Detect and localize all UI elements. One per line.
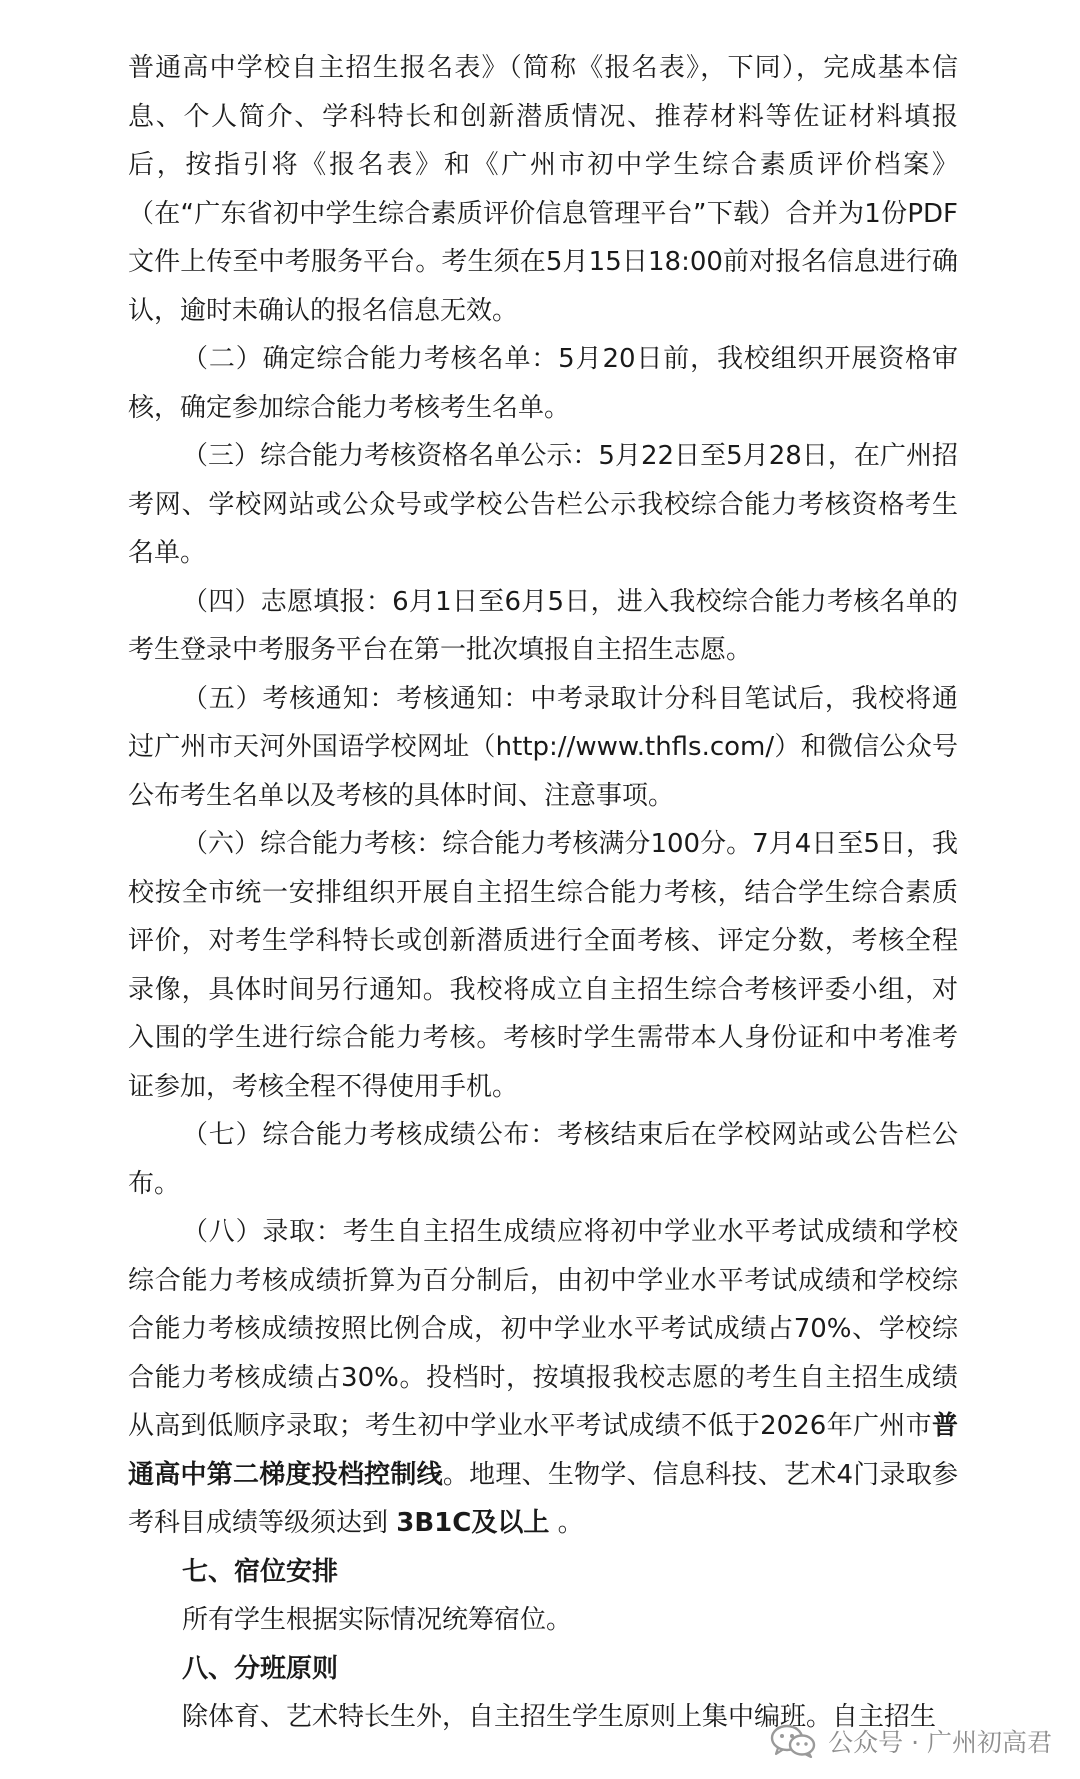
admission-text-2: 。地理、生物学、信息科技、艺术4门录取参考科目成绩等级须达到 <box>128 1459 958 1538</box>
account-watermark <box>770 1723 1052 1759</box>
admission-text-3: 。 <box>549 1508 584 1538</box>
admission-bold-control-line: 普通高中第二梯度投档控制线 <box>128 1411 958 1490</box>
paragraph-list-publicity: （三）综合能力考核资格名单公示：5月22日至5月28日，在广州招考网、学校网站或公众号或学校公告栏公示我校综合能力考核资格考生名单。 <box>128 441 958 568</box>
admission-text-1: （八）录取：考生自主招生成绩应将初中学业水平考试成绩和学校综合能力考核成绩折算为百分制后，由初中学业水平考试成绩和学校综合能力考核成绩按照比例合成，初中学业水平考试成绩占70%、学校综合能力考核成绩占30%。投档时，按填报我校志愿的考生自主招生成绩从高到低顺序录取；考生初中学业水平考试成绩不低于2026年广州市 <box>128 1217 958 1441</box>
paragraph-application-filling: （四）志愿填报：6月1日至6月5日，进入我校综合能力考核名单的考生登录中考服务平台在第一批次填报自主招生志愿。 <box>128 586 958 665</box>
section-text-dormitory: 所有学生根据实际情况统筹宿位。 <box>182 1605 573 1635</box>
section-text-class-division: 除体育、艺术特长生外，自主招生学生原则上集中编班。自主招生 <box>182 1702 937 1732</box>
paragraph-registration: 普通高中学校自主招生报名表》（简称《报名表》，下同），完成基本信息、个人简介、学科特长和创新潜质情况、推荐材料等佐证材料填报后，按指引将《报名表》和《广州市初中学生综合素质评价档案》（在“广东省初中学生综合素质评价信息管理平台”下载）合并为1份PDF文件上传至中考服务平台。考生须在5月15日18:00前对报名信息进行确认，逾时未确认的报名信息无效。 <box>128 53 958 326</box>
paragraph-score-publish: （七）综合能力考核成绩公布：考核结束后在学校网站或公告栏公布。 <box>128 1120 958 1199</box>
paragraph-confirm-list: （二）确定综合能力考核名单：5月20日前，我校组织开展资格审核，确定参加综合能力考核考生名单。 <box>128 344 958 423</box>
admission-bold-grade: 3B1C及以上 <box>396 1508 550 1538</box>
paragraph-admission <box>128 1208 958 1548</box>
paragraph-ability-exam: （六）综合能力考核：综合能力考核满分100分。7月4日至5日，我校按全市统一安排组织开展自主招生综合能力考核，结合学生综合素质评价，对考生学科特长或创新潜质进行全面考核、评定分数，考核全程录像，具体时间另行通知。我校将成立自主招生综合考核评委小组，对入围的学生进行综合能力考核。考核时学生需带本人身份证和中考准考证参加，考核全程不得使用手机。 <box>128 829 958 1102</box>
paragraph-exam-notice: （五）考核通知：考核通知：中考录取计分科目笔试后，我校将通过广州市天河外国语学校网址（http://www.thfls.com/）和微信公众号公布考生名单以及考核的具体时间、注意事项。 <box>128 683 958 811</box>
document-body <box>128 44 958 1742</box>
section-heading-class-division: 八、分班原则 <box>182 1653 339 1684</box>
section-heading-dormitory: 七、宿位安排 <box>182 1556 339 1587</box>
wechat-icon <box>770 1724 816 1758</box>
watermark-text: 公众号 · 广州初高君 <box>828 1728 1052 1757</box>
